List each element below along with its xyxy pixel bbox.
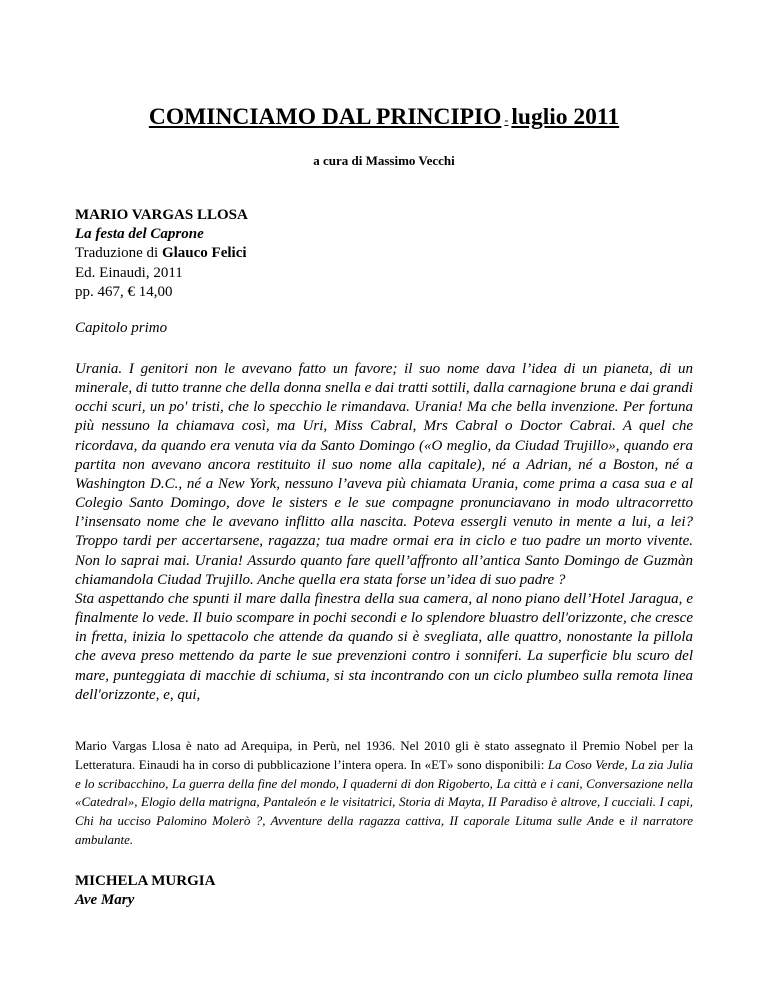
bio-conjunction: e	[613, 813, 631, 829]
book-title: Ave Mary	[75, 892, 135, 909]
excerpt-text	[75, 360, 693, 705]
book-entry-murgia	[75, 872, 693, 910]
editor-credit: a cura di Massimo Vecchi	[313, 153, 455, 168]
excerpt-paragraph-1: Urania. I genitori non le avevano fatto un favore; il suo nome dava l’idea di un pianeta, di un minerale, di tutto tranne che della donna snella e dai tratti sottili, dalla carnagione bruna e dai grandi occhi scuri, un po' tristi, che lo specchio le rimandava. Urania! Ma che bella invenzione. Per fortuna più nessuno la chiamava così, ma Uri, Miss Cabral, Mrs Cabral o Doctor Cabrai. A quel che ricordava, da quando era venuta via da Santo Domingo («O meglio, da Ciudad Trujillo», quando era partita non avevano ancora restituito il suo nome alla capitale), né a Adrian, né a Boston, né a Washington D.C., né a New York, nessuno l’aveva più chiamata Urania, come prima a casa sua e al Colegio Santo Domingo, dove le sisters e le sue compagne pronunciavano in modo ultracorretto l’insensato nome che le avevano inflitto alla nascita. Poteva essergli venuto in mente a lui, a lei? Troppo tardi per accertarsene, ragazza; tua madre ormai era in ciclo e tuo padre un morto vivente. Non lo saprai mai. Urania! Assurdo quanto fare quell’affronto all’antica Santo Domingo de Guzmàn chiamandola Ciudad Trujillo. Anche quella era stata forse un’idea di suo padre ?	[75, 361, 693, 588]
bio-title-start: La Coso	[547, 756, 596, 772]
author-bio	[75, 737, 693, 850]
chapter-heading: Capitolo primo	[75, 320, 168, 336]
book-entry-vargas-llosa	[75, 206, 693, 302]
book-title: La festa del Caprone	[75, 226, 204, 243]
title-separator: -	[504, 113, 509, 127]
translator-name: Glauco Felici	[161, 245, 247, 262]
book-author: MICHELA MURGIA	[75, 873, 216, 889]
page-title	[0, 102, 768, 135]
book-translation	[75, 244, 693, 263]
book-details: pp. 467, € 14,00	[75, 283, 173, 300]
title-date: luglio 2011	[511, 104, 620, 130]
translation-prefix: Traduzione di	[75, 245, 162, 262]
bio-titles: Verde, La zia Julia e lo scribacchino, La guerra della fine del mondo, I quaderni di don Rigoberto, La città e i cani, Conversazione nella «Catedral», Elogio della matrigna, Pantaleón e le visitatrici, Storia di Mayta, II Paradiso è altrove, I cucciali. I capi, Chi ha ucciso Palomino Molerò ?, Avventure della ragazza cattiva, II caporale Lituma sulle Ande	[75, 756, 694, 829]
excerpt-paragraph-2: Sta aspettando che spunti il mare dalla finestra della sua camera, al nono piano dell’Hotel Jaragua, e finalmente lo vede. Il buio scompare in pochi secondi e lo splendore bluastro dell'orizzonte, che cresce in fretta, inizia lo spettacolo che attende da quando si è svegliata, alle quattro, nonostante la pillola che aveva preso mettendo da parte le sue prevenzioni contro i sonniferi. La superficie blu scuro del mare, punteggiata di macchie di schiuma, si sta incontrando con un ciclo plumbeo sulla remota linea dell'orizzonte, e, qui,	[75, 590, 693, 703]
bio-last-title: il narratore ambulante.	[75, 813, 693, 847]
book-publisher: Ed. Einaudi, 2011	[75, 264, 183, 281]
bio-text: Mario Vargas Llosa è nato ad Arequipa, in Perù, nel 1936. Nel 2010 gli è stato assegnato il Premio Nobel per la Letteratura. Einaudi ha in corso di pubblicazione l’intera opera. In «ET» sono disponibili:	[75, 738, 693, 772]
book-author: MARIO VARGAS LLOSA	[75, 207, 248, 223]
title-main: COMINCIAMO DAL PRINCIPIO	[148, 104, 502, 130]
